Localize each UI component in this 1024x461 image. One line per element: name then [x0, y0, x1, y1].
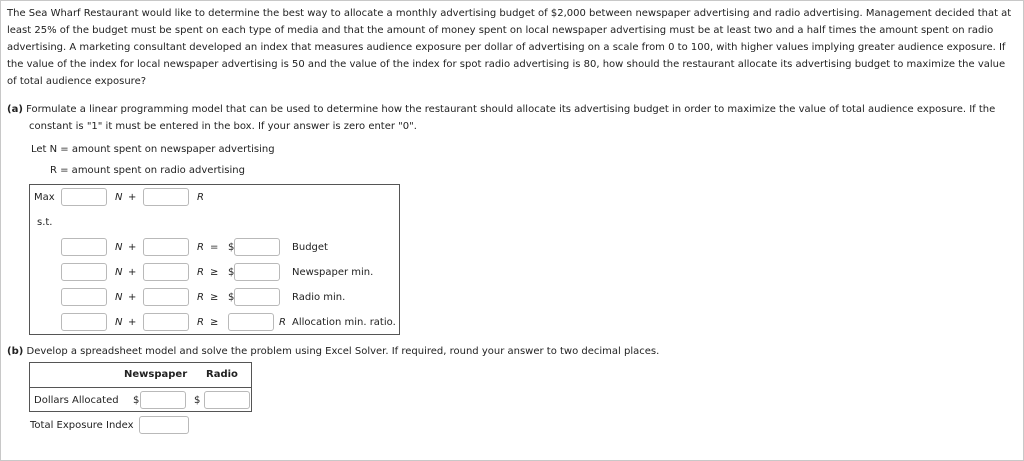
budget-plus: +: [128, 242, 137, 253]
definition-r: R = amount spent on radio advertising: [50, 165, 245, 176]
newspaper-min-var-n: N: [115, 267, 123, 278]
budget-coef-n-input[interactable]: [61, 238, 107, 256]
radio-min-relation: ≥: [210, 292, 219, 303]
ratio-coef-r-input[interactable]: [143, 313, 189, 331]
ratio-label-var: R: [279, 317, 286, 328]
lp-model-frame: [29, 184, 400, 335]
radio-dollar-sign: $: [194, 395, 201, 406]
max-label: Max: [34, 192, 55, 203]
newspaper-min-relation: ≥: [210, 267, 219, 278]
budget-var-r: R: [197, 242, 204, 253]
newspaper-min-plus: +: [128, 267, 137, 278]
ratio-var-n: N: [115, 317, 123, 328]
total-exposure-label: Total Exposure Index: [30, 420, 134, 431]
newspaper-min-coef-n-input[interactable]: [61, 263, 107, 281]
radio-min-var-r: R: [197, 292, 204, 303]
col-header-newspaper: Newspaper: [124, 369, 188, 380]
part-a-label: (a): [7, 104, 23, 115]
ratio-label: Allocation min. ratio.: [292, 317, 396, 328]
radio-min-rhs-input[interactable]: [234, 288, 280, 306]
newspaper-min-var-r: R: [197, 267, 204, 278]
budget-coef-r-input[interactable]: [143, 238, 189, 256]
newspaper-min-dollar: $: [228, 267, 235, 278]
definition-n: Let N = amount spent on newspaper advertising: [31, 144, 275, 155]
radio-min-coef-n-input[interactable]: [61, 288, 107, 306]
radio-min-plus: +: [128, 292, 137, 303]
ratio-plus: +: [128, 317, 137, 328]
part-b-prompt: [7, 343, 1017, 360]
radio-min-dollar: $: [228, 292, 235, 303]
newspaper-allocated-input[interactable]: [140, 391, 186, 409]
col-header-radio: Radio: [206, 369, 238, 380]
objective-var-n: N: [115, 192, 123, 203]
budget-relation: =: [210, 242, 219, 253]
table-divider: [30, 387, 251, 388]
objective-coef-n-input[interactable]: [61, 188, 107, 206]
dollars-allocated-label: Dollars Allocated: [34, 395, 119, 406]
budget-dollar: $: [228, 242, 235, 253]
newspaper-dollar-sign: $: [133, 395, 140, 406]
radio-min-label: Radio min.: [292, 292, 346, 303]
budget-label: Budget: [292, 242, 328, 253]
objective-var-r: R: [197, 192, 204, 203]
part-a-prompt: [7, 101, 1017, 135]
ratio-rhs-input[interactable]: [228, 313, 274, 331]
part-b-text: Develop a spreadsheet model and solve the problem using Excel Solver. If required, round your answer to two decimal places.: [26, 346, 660, 357]
radio-min-var-n: N: [115, 292, 123, 303]
ratio-relation: ≥: [210, 317, 219, 328]
part-a-text-2: constant is "1" it must be entered in the box. If your answer is zero enter "0".: [29, 121, 417, 132]
objective-coef-r-input[interactable]: [143, 188, 189, 206]
newspaper-min-coef-r-input[interactable]: [143, 263, 189, 281]
newspaper-min-label: Newspaper min.: [292, 267, 374, 278]
ratio-coef-n-input[interactable]: [61, 313, 107, 331]
st-label: s.t.: [37, 217, 53, 228]
budget-var-n: N: [115, 242, 123, 253]
radio-min-coef-r-input[interactable]: [143, 288, 189, 306]
objective-plus: +: [128, 192, 137, 203]
budget-rhs-input[interactable]: [234, 238, 280, 256]
part-b-label: (b): [7, 346, 24, 357]
ratio-var-r: R: [197, 317, 204, 328]
total-exposure-input[interactable]: [139, 416, 189, 434]
radio-allocated-input[interactable]: [204, 391, 250, 409]
newspaper-min-rhs-input[interactable]: [234, 263, 280, 281]
spreadsheet-table: [29, 362, 252, 412]
problem-statement: The Sea Wharf Restaurant would like to determine the best way to allocate a monthly advertising budget of $2,000 between newspaper advertising and radio advertising. Management decided that at least 25% of the budget must be spent on each type of media and that the amount of money spent on local newspaper advertising must be at least two and a half times the amount spent on radio advertising. A marketing consultant developed an index that measures audience exposure per dollar of advertising on a scale from 0 to 100, with higher values implying greater audience exposure. If the value of the index for local newspaper advertising is 50 and the value of the index for spot radio advertising is 80, how should the restaurant allocate its advertising budget to maximize the value of total audience exposure?: [7, 8, 1012, 87]
part-a-text: Formulate a linear programming model that can be used to determine how the restaurant should allocate its advertising budget in order to maximize the value of total audience exposure. If the: [26, 104, 996, 115]
